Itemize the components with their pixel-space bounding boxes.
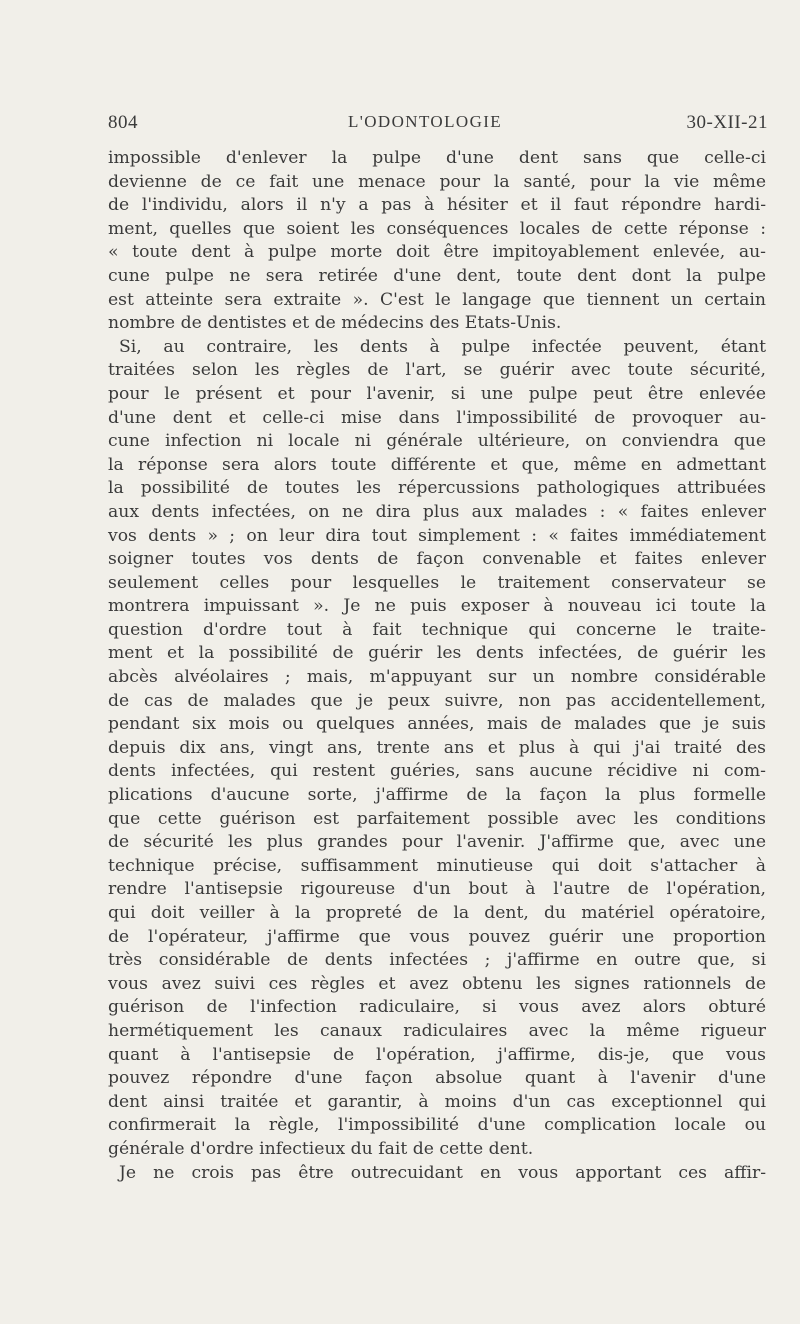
text-line: de l'individu, alors il n'y a pas à hésiter et il faut répondre hardi- xyxy=(108,195,766,216)
text-line: vous avez suivi ces règles et avez obtenu les signes rationnels de xyxy=(108,973,766,994)
text-line: pouvez répondre d'une façon absolue quant à l'avenir d'une xyxy=(108,1068,766,1089)
text-line: la réponse sera alors toute différente et que, même en admettant xyxy=(108,454,766,475)
text-line: d'une dent et celle-ci mise dans l'impossibilité de provoquer au- xyxy=(108,407,766,428)
text-line: générale d'ordre infectieux du fait de cette dent. xyxy=(108,1138,534,1159)
text-line: ment et la possibilité de guérir les dents infectées, de guérir les xyxy=(108,643,766,664)
text-line: technique précise, suffisamment minutieuse qui doit s'attacher à xyxy=(108,855,766,876)
text-line: de cas de malades que je peux suivre, non pas accidentellement, xyxy=(108,690,766,711)
text-line: impossible d'enlever la pulpe d'une dent sans que celle-ci xyxy=(108,148,766,168)
text-line: de l'opérateur, j'affirme que vous pouvez guérir une proportion xyxy=(108,926,766,947)
text-line: rendre l'antisepsie rigoureuse d'un bout à l'autre de l'opération, xyxy=(108,879,766,900)
text-line: cune infection ni locale ni générale ultérieure, on conviendra que xyxy=(108,431,766,452)
issue-date: 30-XII-21 xyxy=(686,112,768,133)
text-line: abcès alvéolaires ; mais, m'appuyant sur un nombre considérable xyxy=(108,667,766,688)
text-line: soigner toutes vos dents de façon convenable et faites enlever xyxy=(108,549,766,570)
running-head xyxy=(108,112,768,142)
text-line: plications d'aucune sorte, j'affirme de la façon la plus formelle xyxy=(108,785,766,806)
text-line: vos dents » ; on leur dira tout simplement : « faites immédiatement xyxy=(108,525,766,546)
text-line: guérison de l'infection radiculaire, si vous avez alors obturé xyxy=(108,997,766,1018)
text-line: très considérable de dents infectées ; j'affirme en outre que, si xyxy=(108,950,766,971)
text-line: « toute dent à pulpe morte doit être impitoyablement enlevée, au- xyxy=(108,242,766,263)
text-line: dents infectées, qui restent guéries, sans aucune récidive ni com- xyxy=(108,761,766,782)
text-line: quant à l'antisepsie de l'opération, j'affirme, dis-je, que vous xyxy=(108,1044,766,1065)
text-line: depuis dix ans, vingt ans, trente ans et plus à qui j'ai traité des xyxy=(108,737,766,758)
text-line: devienne de ce fait une menace pour la santé, pour la vie même xyxy=(108,171,766,192)
text-line: Je ne crois pas être outrecuidant en vous apportant ces affir- xyxy=(119,1162,766,1183)
text-line: question d'ordre tout à fait technique qui concerne le traite- xyxy=(108,619,766,640)
text-line: seulement celles pour lesquelles le traitement conservateur se xyxy=(108,572,766,593)
body-text xyxy=(108,147,766,1185)
text-line: nombre de dentistes et de médecins des Etats-Unis. xyxy=(108,313,562,334)
text-line: qui doit veiller à la propreté de la dent, du matériel opératoire, xyxy=(108,903,766,923)
page-number: 804 xyxy=(108,112,138,133)
text-line: Si, au contraire, les dents à pulpe infectée peuvent, étant xyxy=(119,336,766,357)
text-line: ment, quelles que soient les conséquences locales de cette réponse : xyxy=(108,218,766,239)
journal-title: L'ODONTOLOGIE xyxy=(348,112,503,131)
text-line: que cette guérison est parfaitement possible avec les conditions xyxy=(108,808,766,829)
text-line: la possibilité de toutes les répercussions pathologiques attribuées xyxy=(108,478,766,499)
text-line: aux dents infectées, on ne dira plus aux malades : « faites enlever xyxy=(108,501,766,522)
text-line: hermétiquement les canaux radiculaires avec la même rigueur xyxy=(108,1020,766,1041)
text-line: de sécurité les plus grandes pour l'avenir. J'affirme que, avec une xyxy=(108,832,766,853)
text-line: traitées selon les règles de l'art, se guérir avec toute sécurité, xyxy=(108,360,766,381)
text-line: montrera impuissant ». Je ne puis exposer à nouveau ici toute la xyxy=(108,596,766,617)
text-line: pendant six mois ou quelques années, mais de malades que je suis xyxy=(108,714,766,735)
text-line: pour le présent et pour l'avenir, si une pulpe peut être enlevée xyxy=(108,383,766,404)
text-line: est atteinte sera extraite ». C'est le langage que tiennent un certain xyxy=(108,289,766,310)
text-line: confirmerait la règle, l'impossibilité d'une complication locale ou xyxy=(108,1115,766,1136)
text-line: dent ainsi traitée et garantir, à moins d'un cas exceptionnel qui xyxy=(108,1091,766,1112)
text-line: cune pulpe ne sera retirée d'une dent, toute dent dont la pulpe xyxy=(108,265,766,286)
